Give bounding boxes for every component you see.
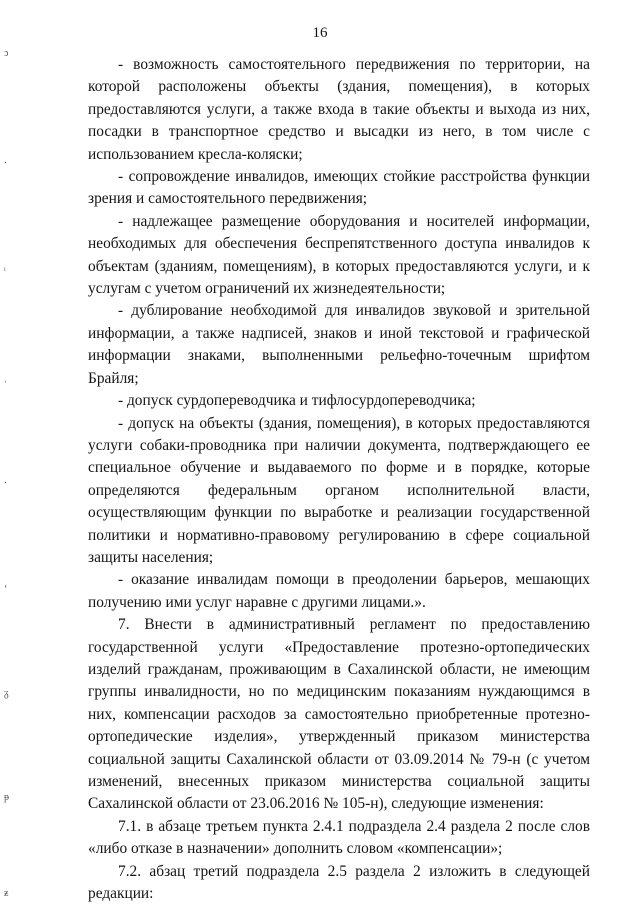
paragraph-mobility: - возможность самостоятельного передвижения по территории, на которой расположены объекты (здания, помещения), в которых предоставляются услуги, а также входа в такие объекты и выхода из них, посадки в транспортное средство и высадки из него, в том числе с использованием кресла-коляски; (88, 56, 590, 163)
scan-artifact-mark: ᵹ (4, 688, 9, 699)
paragraph-item-7: 7. Внести в административный регламент по предоставлению государственной услуги «Предоставление протезно-ортопедических изделий гражданам, проживающим в Сахалинской области, не имеющим группы инвалидности, но по медицинским показаниям нуждающимся в них, компенсации расходов за самостоятельно приобретенные протезно-ортопедические изделия», утвержденный приказом министерства социальной защиты Сахалинской области от 03.09.2014 № 79-н (с учетом изменений, внесенных приказом министерства социальной защиты Сахалинской области от 23.06.2016 № 105-н), следующие изменения: (88, 616, 590, 813)
paragraph-assistance: - оказание инвалидам помощи в преодолении барьеров, мешающих получению ими услуг наравне с другими лицами.». (88, 571, 590, 611)
document-body (88, 54, 590, 905)
scan-artifact-mark: · (4, 478, 8, 489)
scan-artifact-mark: · (4, 158, 8, 169)
scan-artifact-mark: ᵽ (4, 792, 9, 803)
scan-artifact-mark: ᵶ (4, 888, 9, 899)
scan-artifact-mark: ͻ (4, 48, 9, 59)
scan-artifact-mark: ᵢ (4, 262, 6, 273)
paragraph-item-7-2: 7.2. абзац третий подраздела 2.5 раздела 2 изложить в следующей редакции: (88, 862, 590, 903)
scan-artifact-mark: ʻ (4, 584, 8, 595)
paragraph-equipment: - надлежащее размещение оборудования и носителей информации, необходимых для обеспечения беспрепятственного доступа инвалидов к объектам (зданиям, помещениям), в которых предоставляются услуги, и к услугам с учетом ограничений их жизнедеятельности; (88, 212, 590, 298)
paragraph-item-7-1: 7.1. в абзаце третьем пункта 2.4.1 подраздела 2.4 раздела 2 после слов «либо отказе в назначении» дополнить словом «компенсации»; (88, 817, 590, 858)
page-number: 16 (312, 25, 328, 41)
paragraph-guide-dog: - допуск на объекты (здания, помещения), в которых предоставляются услуги собаки-проводника при наличии документа, подтверждающего ее специальное обучение и выдаваемого по форме и в порядке, которые определяются федеральным органом исполнительной власти, осуществляющим функции по выработке и реализации государственной политики и нормативно-правовому регулированию в сфере социальной защиты населения; (88, 414, 590, 566)
scan-artifact-mark: ͺ (4, 372, 8, 383)
paragraph-escort: - сопровождение инвалидов, имеющих стойкие расстройства функции зрения и самостоятельного передвижения; (88, 168, 590, 208)
paragraph-duplication: - дублирование необходимой для инвалидов звуковой и зрительной информации, а также надписей, знаков и иной текстовой и графической информации знаками, выполненными рельефно-точечным шрифтом Брайля; (88, 302, 590, 387)
paragraph-interpreter: - допуск сурдопереводчика и тифлосурдопереводчика; (118, 392, 476, 410)
